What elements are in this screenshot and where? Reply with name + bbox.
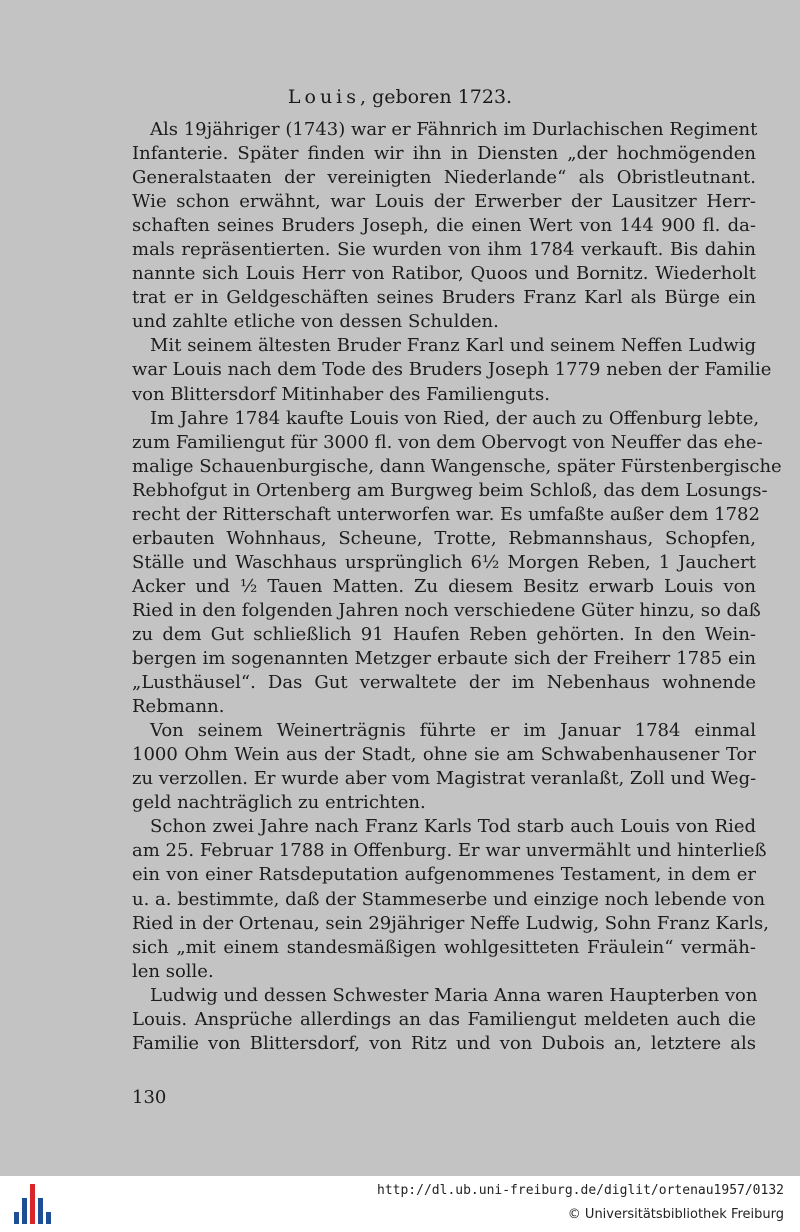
- text-line: len solle.: [132, 960, 214, 982]
- text-line: sich „mit einem standesmäßigen wohlgesitteten Fräulein“ vermäh-: [132, 936, 756, 958]
- text-line: und zahlte etliche von dessen Schulden.: [132, 311, 499, 333]
- text-line: Als 19jähriger (1743) war er Fähnrich im Durlachischen Regiment: [150, 119, 758, 140]
- text-line: am 25. Februar 1788 in Offenburg. Er war unvermählt und hinterließ: [132, 840, 767, 862]
- body-text: [132, 118, 782, 1056]
- text-line: Im Jahre 1784 kaufte Louis von Ried, der auch zu Offenburg lebte,: [150, 407, 760, 429]
- text-line: bergen im sogenannten Metzger erbaute sich der Freiherr 1785 ein: [132, 648, 756, 670]
- text-line: trat er in Geldgeschäften seines Bruders Franz Karl als Bürge ein: [132, 287, 756, 309]
- text-line: „Lusthäusel“. Das Gut verwaltete der im Nebenhaus wohnende: [132, 672, 756, 694]
- text-line: 1000 Ohm Wein aus der Stadt, ohne sie am Schwabenhausener Tor: [132, 744, 756, 766]
- copyright-notice: © Universitätsbibliothek Freiburg: [567, 1207, 784, 1222]
- permalink-url[interactable]: http://dl.ub.uni-freiburg.de/diglit/ortenau1957/0132: [377, 1183, 784, 1198]
- text-line: nannte sich Louis Herr von Ratibor, Quoos und Bornitz. Wiederholt: [132, 263, 756, 285]
- text-line: ein von einer Ratsdeputation aufgenommenes Testament, in dem er: [132, 864, 756, 886]
- paragraph: [132, 118, 756, 334]
- text-line: malige Schauenburgische, dann Wangensche, später Fürstenbergische: [132, 455, 782, 477]
- running-head: [0, 84, 800, 110]
- paragraph: [132, 815, 769, 983]
- text-line: Wie schon erwähnt, war Louis der Erwerber der Lausitzer Herr-: [132, 191, 756, 213]
- text-line: Ried in den folgenden Jahren noch verschiedene Güter hinzu, so daß: [132, 599, 761, 621]
- text-line: Rebhofgut in Ortenberg am Burgweg beim Schloß, das dem Losungs-: [132, 479, 768, 501]
- text-line: Acker und ½ Tauen Matten. Zu diesem Besitz erwarb Louis von: [132, 575, 756, 597]
- text-line: war Louis nach dem Tode des Bruders Joseph 1779 neben der Familie: [132, 359, 772, 381]
- logo-bar-icon: [14, 1212, 19, 1224]
- paragraph: [132, 334, 772, 406]
- paragraph: [132, 984, 756, 1056]
- text-line: Generalstaaten der vereinigten Niederlande“ als Obristleutnant.: [132, 167, 756, 189]
- text-line: Ried in der Ortenau, sein 29jähriger Neffe Ludwig, Sohn Franz Karls,: [132, 912, 769, 934]
- text-line: zum Familiengut für 3000 fl. von dem Obervogt von Neuffer das ehe-: [132, 431, 763, 453]
- text-line: recht der Ritterschaft unterworfen war. Es umfaßte außer dem 1782: [132, 503, 760, 525]
- viewer-footer: [0, 1176, 800, 1232]
- page-number: 130: [132, 1087, 167, 1108]
- logo-bar-icon: [22, 1198, 27, 1224]
- text-line: u. a. bestimmte, daß der Stammeserbe und einzige noch lebende von: [132, 888, 766, 910]
- text-line: zu verzollen. Er wurde aber vom Magistrat veranlaßt, Zoll und Weg-: [132, 768, 757, 790]
- text-line: schaften seines Bruders Joseph, die einen Wert von 144 900 fl. da-: [132, 215, 756, 237]
- text-line: Louis. Ansprüche allerdings an das Familiengut meldeten auch die: [132, 1008, 756, 1030]
- paragraph: [132, 407, 782, 720]
- logo-bar-icon: [46, 1212, 51, 1224]
- ub-freiburg-logo-icon[interactable]: [14, 1184, 52, 1224]
- text-line: zu dem Gut schließlich 91 Haufen Reben gehörten. In den Wein-: [132, 623, 756, 645]
- text-line: Rebmann.: [132, 696, 225, 718]
- running-head-name: Louis: [287, 86, 361, 108]
- text-line: Von seinem Weinerträgnis führte er im Januar 1784 einmal: [150, 720, 756, 742]
- running-head-rest: , geboren 1723.: [360, 86, 513, 108]
- text-line: mals repräsentierten. Sie wurden von ihm 1784 verkauft. Bis dahin: [132, 239, 756, 261]
- logo-bar-icon: [30, 1184, 35, 1224]
- text-line: Mit seinem ältesten Bruder Franz Karl und seinem Neffen Ludwig: [150, 335, 756, 357]
- text-line: Ludwig und dessen Schwester Maria Anna waren Haupterben von: [150, 984, 758, 1006]
- text-line: Familie von Blittersdorf, von Ritz und von Dubois an, letztere als: [132, 1032, 756, 1054]
- text-line: Ställe und Waschhaus ursprünglich 6½ Morgen Reben, 1 Jauchert: [132, 551, 756, 573]
- paragraph: [132, 719, 756, 815]
- logo-bar-icon: [38, 1198, 43, 1224]
- text-line: geld nachträglich zu entrichten.: [132, 792, 426, 814]
- text-line: erbauten Wohnhaus, Scheune, Trotte, Rebmannshaus, Schopfen,: [132, 527, 756, 549]
- text-line: Infanterie. Später finden wir ihn in Diensten „der hochmögenden: [132, 143, 756, 165]
- text-line: von Blittersdorf Mitinhaber des Familienguts.: [132, 383, 550, 405]
- text-line: Schon zwei Jahre nach Franz Karls Tod starb auch Louis von Ried: [150, 816, 756, 838]
